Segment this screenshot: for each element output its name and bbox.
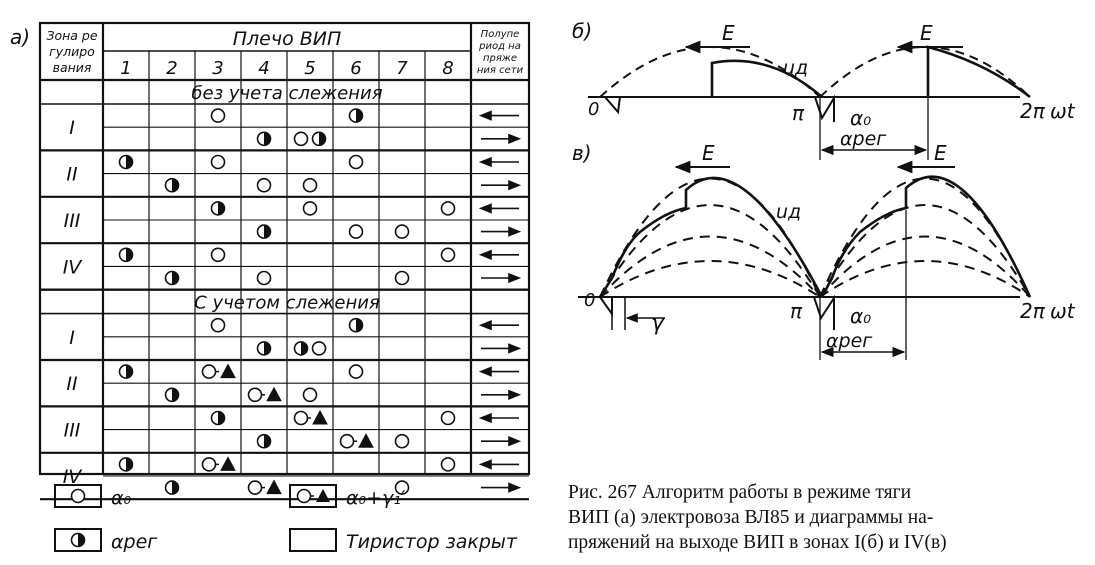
arm-number: 6	[350, 58, 362, 79]
b-supply-arc-2	[820, 47, 1030, 97]
open-circle	[203, 458, 216, 471]
c-alpha-reg-label: αрег	[826, 330, 873, 352]
open-circle	[396, 272, 409, 285]
b-pi-mark	[815, 97, 834, 122]
legend-label: α₀	[111, 487, 132, 509]
legend-label: α₀+γ₁′	[346, 487, 406, 509]
table-row	[64, 411, 519, 442]
c-e-label-2: E	[934, 141, 947, 165]
table-row	[258, 225, 520, 238]
open-circle	[350, 225, 363, 238]
polarity-arrow-left	[481, 158, 519, 166]
b-wt-label: ωt	[1050, 99, 1075, 123]
polarity-arrow-left	[481, 460, 519, 468]
polarity-arrow-left	[481, 204, 519, 212]
table-row	[166, 481, 520, 495]
filled-triangle	[221, 457, 235, 470]
arm-number: 7	[396, 58, 408, 79]
c-two-pi-label: 2π	[1020, 299, 1045, 323]
panel-c-label: в)	[572, 141, 592, 165]
polarity-arrow-left	[481, 251, 519, 259]
caption-line-3: пряжений на выходе ВИП в зонах I(б) и IV(в)	[568, 532, 947, 553]
b-e-label-1: E	[722, 21, 735, 45]
table-row	[66, 156, 519, 186]
table-row	[258, 342, 520, 355]
open-circle	[258, 179, 271, 192]
panel-a-label: а)	[10, 25, 31, 49]
b-output-voltage-2	[928, 47, 1030, 97]
zone-label: III	[63, 210, 81, 232]
legend	[55, 485, 518, 553]
open-circle	[442, 412, 455, 425]
open-circle	[304, 179, 317, 192]
b-alpha-reg-label: αрег	[840, 128, 887, 150]
zone-label: II	[66, 163, 78, 186]
polarity-header-line-4: ния сети	[476, 65, 524, 76]
polarity-arrow-right	[481, 437, 519, 445]
polarity-header-line-2: риод на	[479, 41, 521, 52]
caption-line-1: Рис. 267 Алгоритм работы в режиме тяги	[568, 482, 912, 503]
polarity-arrow-left	[481, 414, 519, 422]
legend-label: Тиристор закрыт	[346, 531, 517, 553]
filled-triangle	[267, 388, 281, 401]
zone-header-line-2: гулиро	[49, 44, 95, 59]
arm-number: 3	[212, 58, 224, 79]
open-circle	[203, 365, 216, 378]
table-row	[63, 457, 519, 488]
legend-label: αрег	[111, 531, 158, 553]
table-row	[166, 179, 520, 192]
diagram-zone-I	[572, 19, 1076, 160]
arm-number: 8	[442, 58, 454, 79]
zone-label: III	[63, 419, 81, 442]
arm-header: Плечо ВИП	[232, 28, 342, 50]
filled-triangle	[359, 434, 373, 447]
polarity-arrow-right	[481, 391, 519, 399]
open-circle	[442, 458, 455, 471]
polarity-arrow-left	[481, 368, 519, 376]
table-row	[66, 365, 519, 396]
table-row	[258, 132, 520, 145]
table-row	[69, 109, 519, 139]
open-circle	[258, 272, 271, 285]
legend-item	[55, 485, 132, 509]
open-circle	[442, 202, 455, 215]
c-e-label-1: E	[702, 141, 715, 165]
open-circle	[295, 412, 308, 425]
zone-header-line-3: вания	[52, 60, 92, 75]
polarity-arrow-right	[481, 484, 519, 492]
c-pi-label: π	[790, 299, 803, 323]
filled-triangle	[221, 365, 235, 378]
section-title: С учетом слежения	[194, 292, 380, 314]
c-gamma-label: γ	[651, 311, 665, 336]
polarity-arrow-right	[481, 228, 519, 236]
c-ud-label: uд	[776, 201, 802, 223]
b-two-pi-label: 2π	[1020, 99, 1045, 123]
table-row	[166, 272, 520, 285]
legend-item	[290, 485, 406, 509]
open-circle	[396, 225, 409, 238]
open-circle	[212, 156, 225, 169]
c-alpha0-label: α₀	[850, 304, 872, 328]
b-pi-label: π	[792, 101, 805, 125]
table-row	[64, 202, 519, 232]
zone-label: I	[69, 326, 75, 349]
polarity-arrow-right	[481, 135, 519, 143]
polarity-arrow-left	[481, 112, 519, 120]
open-circle	[212, 248, 225, 261]
filled-triangle	[267, 481, 281, 494]
open-circle	[341, 435, 354, 448]
b-e-label-2: E	[920, 21, 933, 45]
algorithm-table	[10, 23, 529, 499]
open-circle	[298, 490, 311, 503]
legend-item	[290, 529, 518, 553]
b-zero-mark	[605, 97, 620, 112]
open-circle	[350, 156, 363, 169]
open-circle	[313, 342, 326, 355]
zone-label: I	[69, 117, 75, 140]
open-circle	[442, 248, 455, 261]
caption-line-2: ВИП (а) электровоза ВЛ85 и диаграммы на-	[568, 507, 934, 528]
section-title: без учета слежения	[191, 83, 383, 104]
zone-header-line-1: Зона ре	[46, 28, 98, 43]
figure-caption	[568, 480, 1073, 555]
polarity-header-line-1: Полупе	[480, 29, 520, 40]
open-circle	[72, 490, 85, 503]
filled-triangle	[313, 411, 327, 424]
open-circle	[249, 388, 262, 401]
arm-number: 1	[120, 58, 132, 79]
arm-number: 5	[304, 58, 316, 79]
polarity-header-line-3: пряже	[482, 53, 518, 64]
c-wt-label: ωt	[1050, 299, 1075, 323]
table-row	[63, 248, 519, 278]
zone-label: II	[66, 373, 78, 396]
filled-triangle	[316, 489, 330, 502]
c-zero-label: 0	[584, 290, 596, 311]
zone-label: IV	[62, 256, 82, 279]
b-ud-label: uд	[783, 57, 809, 79]
arm-number: 2	[166, 58, 178, 79]
polarity-arrow-left	[481, 321, 519, 329]
b-zero-label: 0	[588, 99, 600, 120]
open-circle	[212, 319, 225, 332]
zone-label: IV	[62, 466, 82, 488]
polarity-arrow-right	[481, 344, 519, 352]
open-circle	[212, 109, 225, 122]
open-circle	[304, 202, 317, 215]
polarity-arrow-right	[481, 181, 519, 189]
open-circle	[249, 481, 262, 494]
open-circle	[396, 435, 409, 448]
open-circle	[295, 132, 308, 145]
arm-number: 4	[258, 58, 270, 79]
open-circle	[350, 365, 363, 378]
table-row	[258, 434, 520, 448]
polarity-arrow-right	[481, 274, 519, 282]
table-row	[69, 319, 519, 349]
panel-b-label: б)	[572, 19, 593, 43]
b-alpha0-label: α₀	[850, 106, 872, 130]
table-row	[166, 388, 520, 402]
open-circle	[304, 388, 317, 401]
legend-item	[55, 529, 158, 553]
diagram-zone-IV	[572, 141, 1076, 360]
